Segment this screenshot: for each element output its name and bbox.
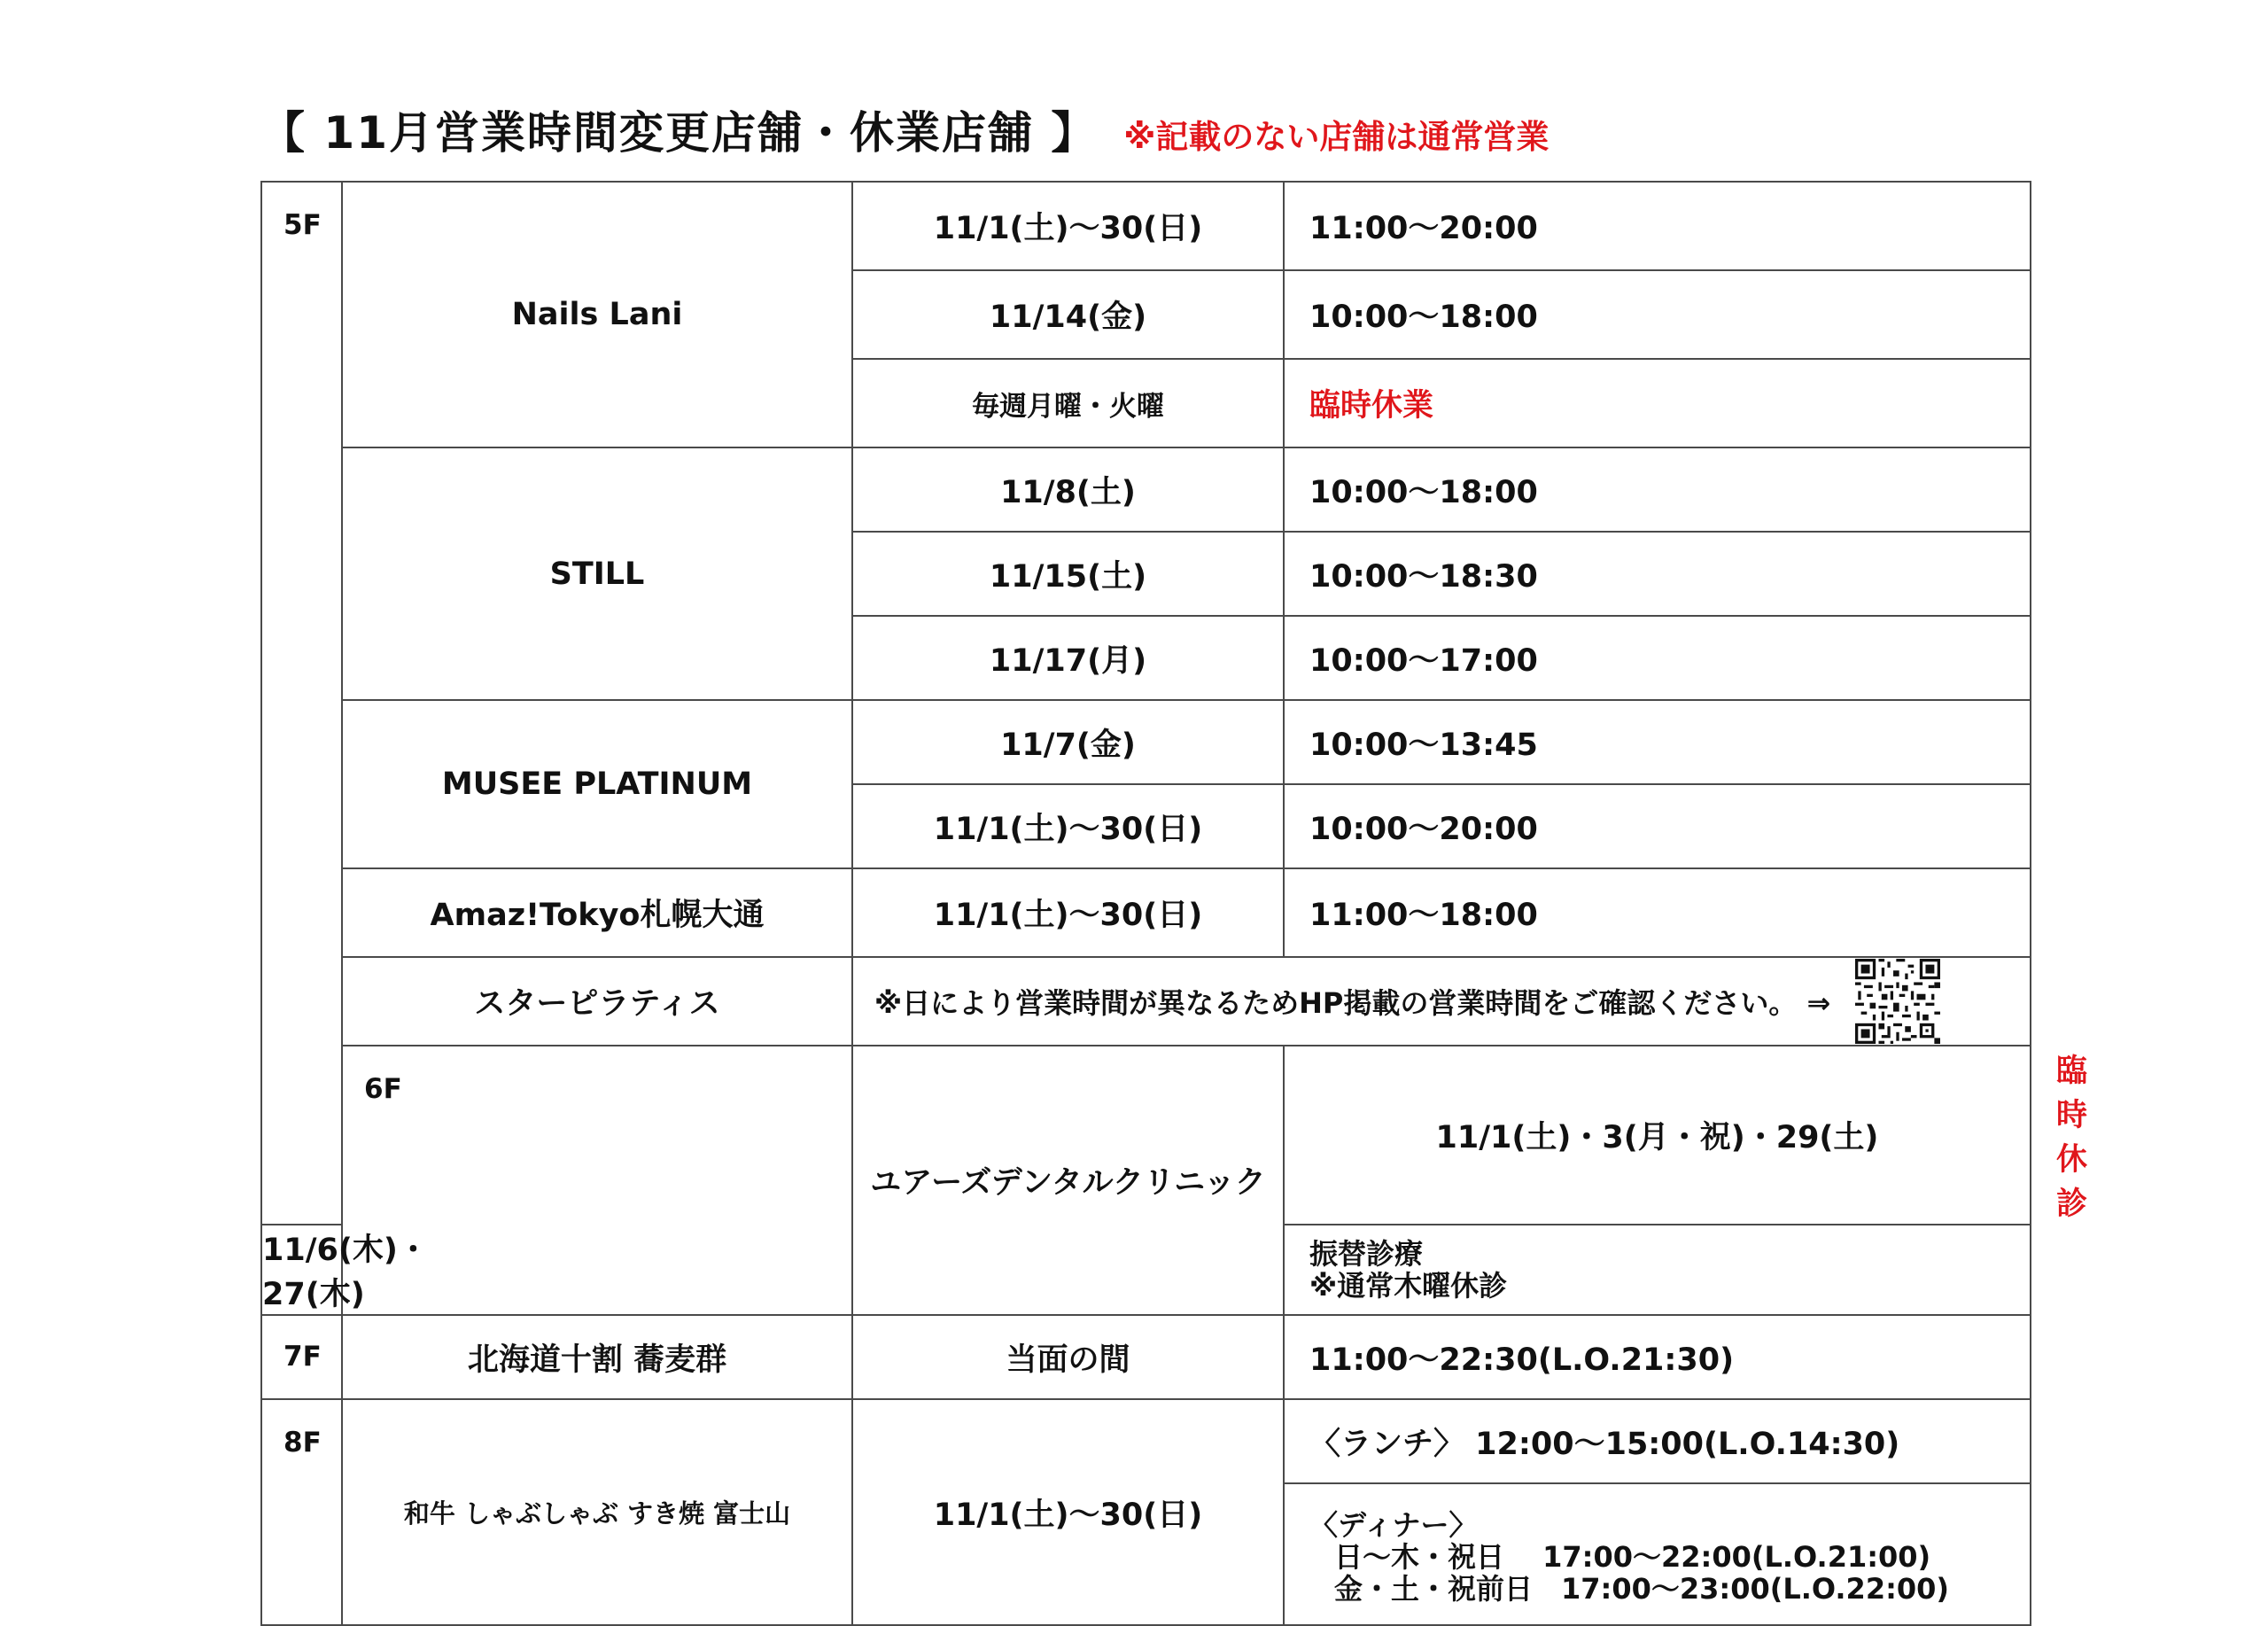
date-cell: 11/15(土): [852, 532, 1284, 616]
qr-code-icon[interactable]: [1855, 959, 1940, 1044]
date-cell: 11/1(土)～30(日): [852, 182, 1284, 270]
dinner-hours: [1284, 1483, 2031, 1625]
date-cell: 11/1(土)・3(月・祝)・29(土): [1284, 1046, 2031, 1225]
hours-cell: 10:00～17:00: [1284, 616, 2031, 700]
hours-line: 振替診療: [1309, 1237, 1424, 1271]
date-cell: 当面の間: [852, 1315, 1284, 1399]
table-row: [261, 868, 2031, 957]
hours-line: ※通常木曜休診: [1309, 1269, 1508, 1303]
date-cell: 11/1(土)～30(日): [852, 1399, 1284, 1625]
hours-cell: 10:00～18:30: [1284, 532, 2031, 616]
table-row: [261, 1315, 2031, 1399]
shop-name: スターピラティス: [342, 957, 852, 1046]
table-row: [261, 182, 2031, 270]
shop-name: STILL: [342, 447, 852, 700]
date-cell: 11/14(金): [852, 270, 1284, 359]
date-cell: 11/6(木)・27(木): [261, 1225, 342, 1315]
shop-name: Nails Lani: [342, 182, 852, 447]
hours-table: [260, 181, 2088, 1626]
dinner-row: 日～木・祝日 17:00～22:00(L.O.21:00): [1334, 1540, 1931, 1574]
dinner-row: 金・土・祝前日 17:00～23:00(L.O.22:00): [1334, 1572, 1950, 1606]
shop-name: ユアーズデンタルクリニック: [852, 1046, 1284, 1315]
date-cell: 11/1(土)～30(日): [852, 868, 1284, 957]
table-row: [261, 700, 2031, 784]
shop-name: 北海道十割 蕎麦群: [342, 1315, 852, 1399]
hours-cell: [1284, 1225, 2031, 1315]
floor-label: 8F: [261, 1399, 342, 1625]
table-row: [261, 447, 2031, 532]
closure-status: 臨時休業: [1284, 359, 2031, 447]
floor-label: 7F: [261, 1315, 342, 1399]
table-row: [261, 1399, 2031, 1483]
table-row: 6F ユアーズデンタルクリニック 11/1(土)・3(月・祝)・29(土) 臨時休診: [261, 1046, 2031, 1225]
date-cell: 11/7(金): [852, 700, 1284, 784]
hours-cell: 10:00～18:00: [1284, 270, 2031, 359]
hours-cell: 10:00～18:00: [1284, 447, 2031, 532]
lunch-hours: 〈ランチ〉 12:00～15:00(L.O.14:30): [1284, 1399, 2031, 1483]
hours-cell: 11:00～22:30(L.O.21:30): [1284, 1315, 2031, 1399]
title-note: ※記載のない店舗は通常営業: [1123, 118, 1550, 156]
date-cell: 11/17(月): [852, 616, 1284, 700]
shop-name: Amaz!Tokyo札幌大通: [342, 868, 852, 957]
shop-name: MUSEE PLATINUM: [342, 700, 852, 868]
date-cell: 11/8(土): [852, 447, 1284, 532]
page-title: 【 11月営業時間変更店舗・休業店舗 】: [260, 107, 1098, 159]
date-cell: 毎週月曜・火曜: [852, 359, 1284, 447]
hours-cell: 11:00～20:00: [1284, 182, 2031, 270]
table-row: [261, 957, 2031, 1046]
hours-note: ※日により営業時間が異なるためHP掲載の営業時間をご確認ください。 ⇒: [874, 986, 1831, 1020]
hours-note-cell: [852, 957, 2031, 1046]
dinner-label: 〈ディナー〉: [1309, 1508, 1478, 1542]
date-cell: 11/1(土)～30(日): [852, 784, 1284, 868]
page-title-block: [260, 97, 1549, 161]
floor-label: 5F: [261, 182, 342, 1225]
hours-cell: 10:00～20:00: [1284, 784, 2031, 868]
shop-name: 和牛 しゃぶしゃぶ すき焼 富士山: [342, 1399, 852, 1625]
hours-cell: 10:00～13:45: [1284, 700, 2031, 784]
hours-cell: 11:00～18:00: [1284, 868, 2031, 957]
floor-label: 6F: [342, 1046, 852, 1315]
